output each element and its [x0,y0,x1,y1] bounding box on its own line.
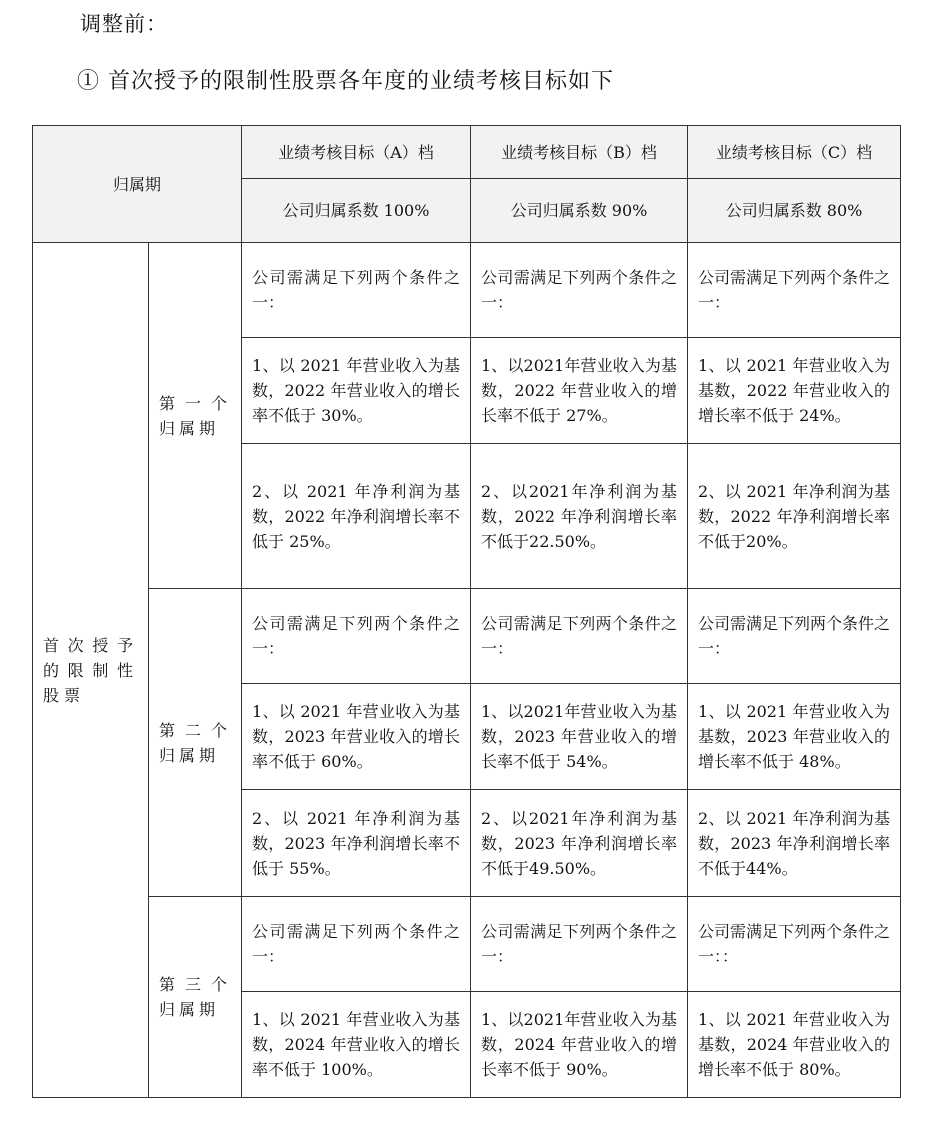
p2-r1-b: 公司需满足下列两个条件之一： [471,589,688,684]
p3-r1-b: 公司需满足下列两个条件之一： [471,897,688,992]
p1-r2-a: 1、以 2021 年营业收入为基数，2022 年营业收入的增长率不低于 30%。 [242,338,471,444]
p1-r1-c: 公司需满足下列两个条件之一： [688,243,901,338]
p1-r3-c: 2、以 2021 年净利润为基数，2022 年净利润增长率不低于20%。 [688,444,901,589]
p2-r3-b: 2、以2021年净利润为基数，2023 年净利润增长率不低于49.50%。 [471,790,688,897]
period-1-label: 第一个归属期 [149,243,242,589]
p3-r1-a: 公司需满足下列两个条件之一： [242,897,471,992]
p2-r2-a: 1、以 2021 年营业收入为基数，2023 年营业收入的增长率不低于 60%。 [242,684,471,790]
p3-r2-a: 1、以 2021 年营业收入为基数，2024 年营业收入的增长率不低于 100%。 [242,992,471,1098]
performance-target-table [32,125,901,1098]
header-tier-b: 业绩考核目标（B）档 [471,126,688,179]
p2-r1-c: 公司需满足下列两个条件之一： [688,589,901,684]
p2-r2-c: 1、以 2021 年营业收入为基数，2023 年营业收入的增长率不低于 48%。 [688,684,901,790]
header-coefficient-b: 公司归属系数 90% [471,179,688,243]
p1-r3-a: 2、以 2021 年净利润为基数，2022 年净利润增长率不低于 25%。 [242,444,471,589]
p1-r2-c: 1、以 2021 年营业收入为基数，2022 年营业收入的增长率不低于 24%。 [688,338,901,444]
p1-r3-b: 2、以2021年净利润为基数，2022 年净利润增长率不低于22.50%。 [471,444,688,589]
p2-r3-a: 2、以 2021 年净利润为基数，2023 年净利润增长率不低于 55%。 [242,790,471,897]
period-3-label: 第三个归属期 [149,897,242,1098]
header-coefficient-c: 公司归属系数 80% [688,179,901,243]
p2-r2-b: 1、以2021年营业收入为基数，2023 年营业收入的增长率不低于 54%。 [471,684,688,790]
p3-r2-c: 1、以 2021 年营业收入为基数，2024 年营业收入的增长率不低于 80%。 [688,992,901,1098]
p1-r1-b: 公司需满足下列两个条件之一： [471,243,688,338]
header-tier-c: 业绩考核目标（C）档 [688,126,901,179]
period-2-label: 第二个归属期 [149,589,242,897]
header-attribution-period: 归属期 [33,126,242,243]
header-tier-a: 业绩考核目标（A）档 [242,126,471,179]
p2-r3-c: 2、以 2021 年净利润为基数，2023 年净利润增长率不低于44%。 [688,790,901,897]
p3-r1-c: 公司需满足下列两个条件之一：： [688,897,901,992]
p2-r1-a: 公司需满足下列两个条件之一： [242,589,471,684]
section-title: ① 首次授予的限制性股票各年度的业绩考核目标如下 [77,69,614,94]
page-heading: 调整前： [80,12,168,36]
header-coefficient-a: 公司归属系数 100% [242,179,471,243]
p1-r1-a: 公司需满足下列两个条件之一： [242,243,471,338]
stock-type-cell: 首次授予的限制性股票 [33,243,149,1098]
p3-r2-b: 1、以2021年营业收入为基数，2024 年营业收入的增长率不低于 90%。 [471,992,688,1098]
p1-r2-b: 1、以2021年营业收入为基数，2022 年营业收入的增长率不低于 27%。 [471,338,688,444]
